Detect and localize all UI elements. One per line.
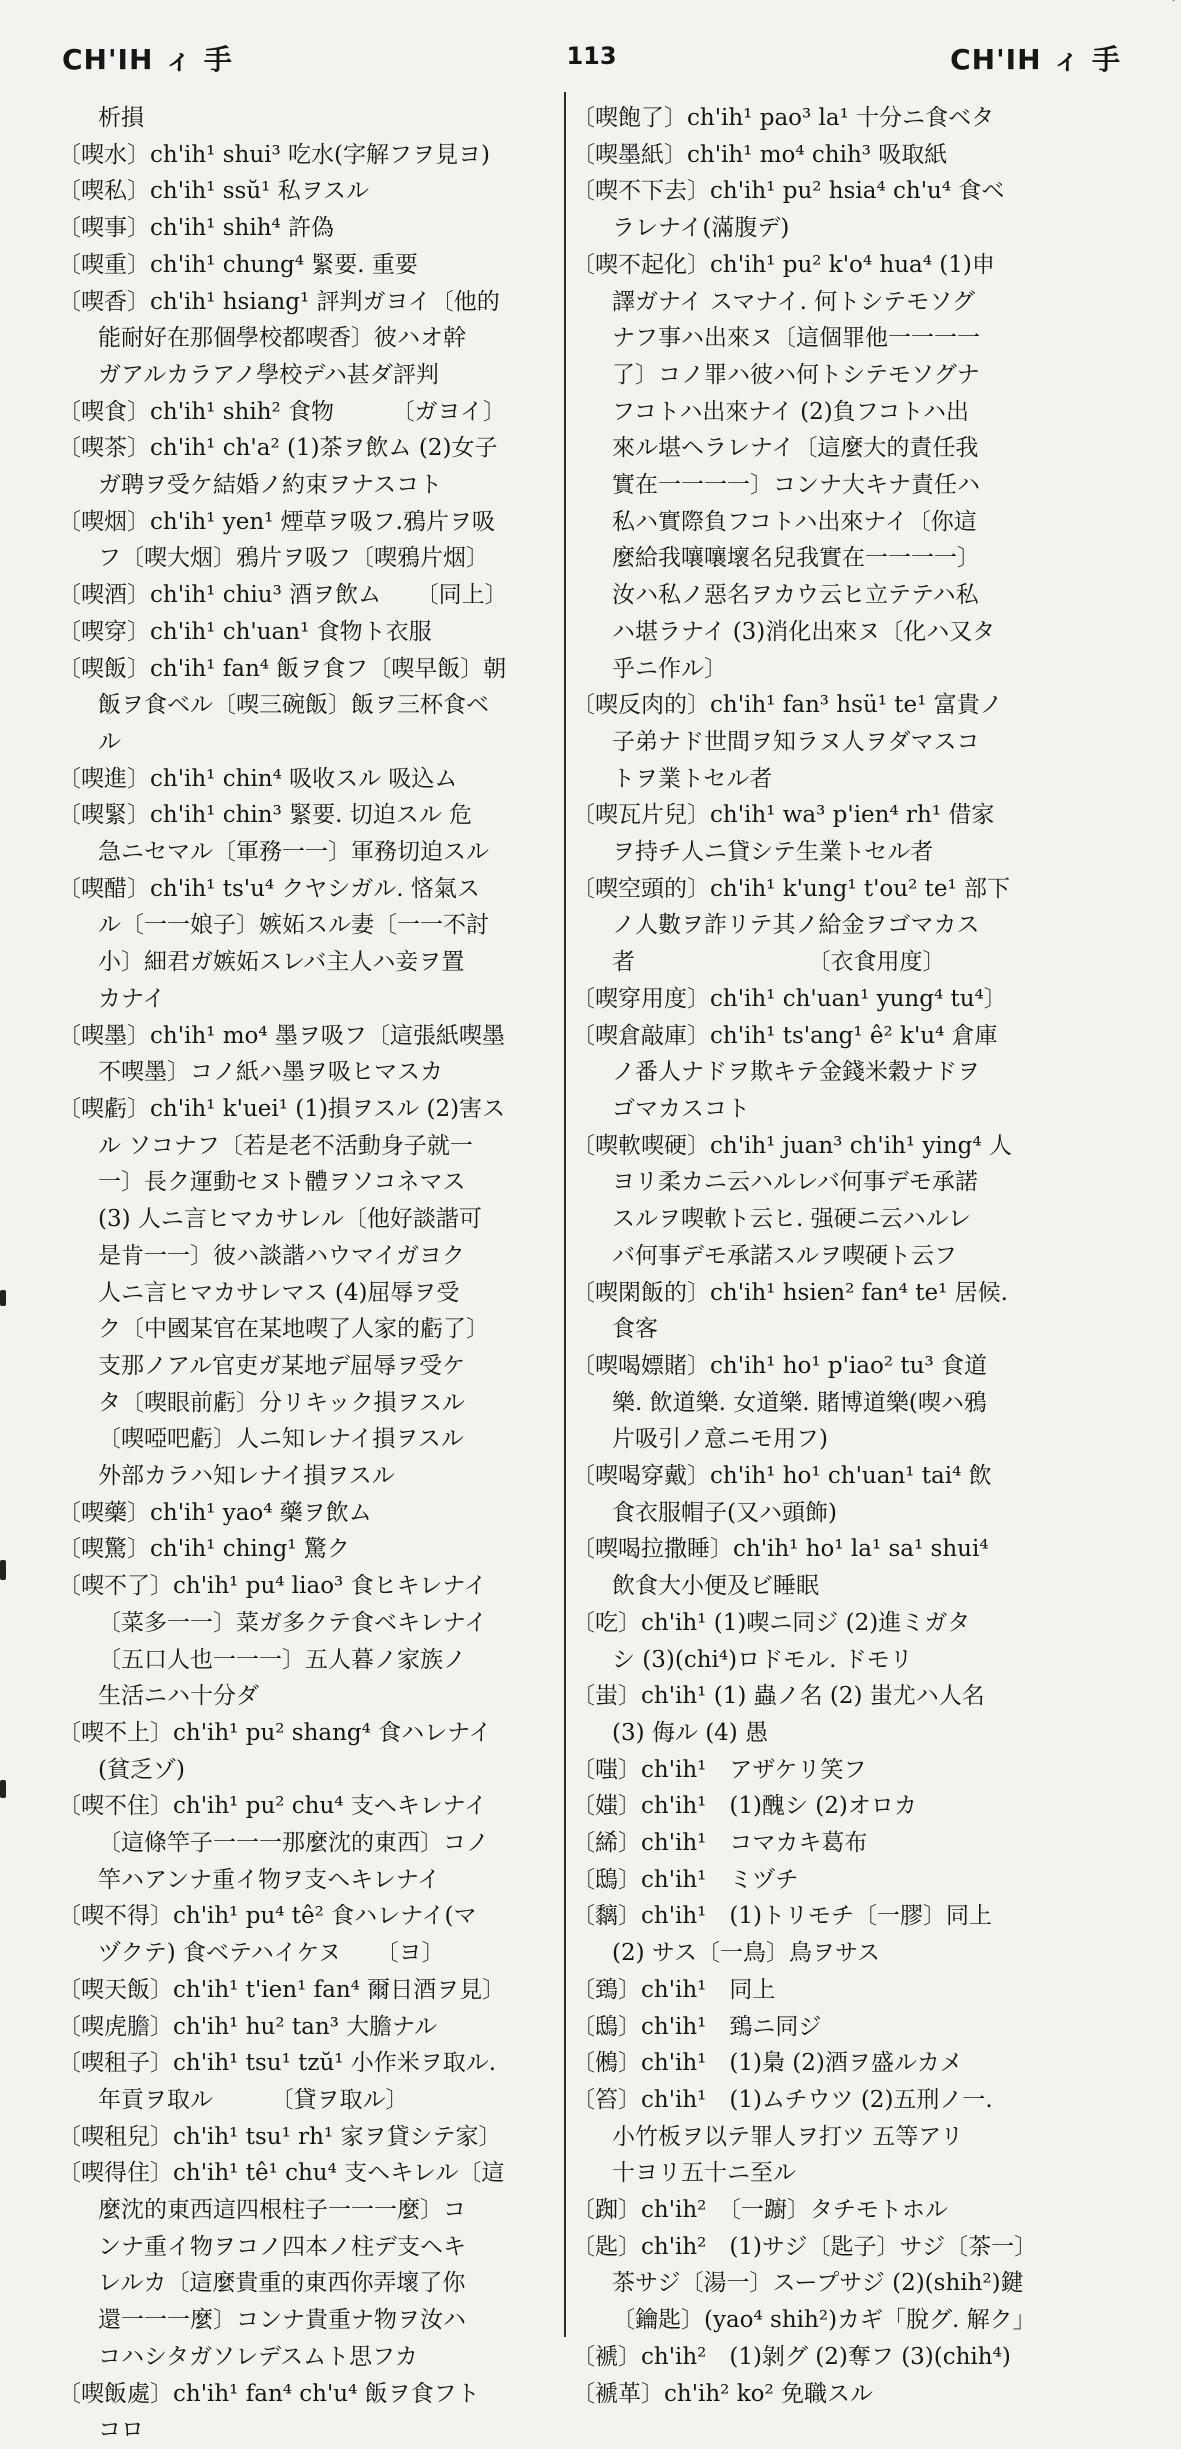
right-column-entry-line: 〔笞〕ch'ih¹ (1)ムチウツ (2)五刑ノ一. bbox=[572, 2086, 993, 2113]
left-column-entry-continuation: 急ニセマル〔軍務一一〕軍務切迫スル bbox=[98, 839, 489, 866]
right-column-entry-continuation: ノ番人ナドヲ欺キテ金錢米穀ナドヲ bbox=[612, 1059, 980, 1086]
left-column-entry-line: 〔喫不得〕ch'ih¹ pu⁴ tê² 食ハレナイ(マ bbox=[58, 1903, 477, 1930]
right-column-entry-continuation: 十ヨリ五十ニ至ル bbox=[612, 2160, 796, 2187]
left-column-entry-line: 〔喫不住〕ch'ih¹ pu² chu⁴ 支ヘキレナイ bbox=[58, 1793, 487, 1820]
right-column-entry-line: 〔褫革〕ch'ih² ko² 免職スル bbox=[572, 2380, 874, 2407]
left-column-entry-line: 〔喫租兒〕ch'ih¹ tsu¹ rh¹ 家ヲ貸シテ家〕 bbox=[58, 2123, 502, 2150]
left-column-entry-line: 〔喫食〕ch'ih¹ shih² 食物 〔ガヨイ〕 bbox=[58, 398, 506, 425]
right-column-entry-continuation: 實在一一一一〕コンナ大キナ責任ハ bbox=[612, 472, 980, 499]
right-column-entry-continuation: ナフ事ハ出來ヌ〔這個罪他一一一一 bbox=[612, 325, 980, 352]
left-column-entry-line: 〔喫墨〕ch'ih¹ mo⁴ 墨ヲ吸フ〔這張紙喫墨 bbox=[58, 1022, 505, 1049]
left-column-entry-continuation: 小〕細君ガ嫉妬スレバ主人ハ妾ヲ置 bbox=[98, 949, 465, 976]
header-left-guide-word: CH'IH ィ 手 bbox=[62, 43, 233, 76]
left-column-entry-line: 〔喫進〕ch'ih¹ chin⁴ 吸收スル 吸込ム bbox=[58, 765, 458, 792]
right-column-entry-continuation: ヨリ柔カニ云ハルレバ何事デモ承諾 bbox=[612, 1169, 978, 1196]
right-column-entry-continuation: 片吸引ノ意ニモ用フ) bbox=[612, 1426, 828, 1453]
scan-corner-line bbox=[1141, 0, 1175, 2]
right-column-entry-line: 〔喫穿用度〕ch'ih¹ ch'uan¹ yung⁴ tu⁴〕 bbox=[572, 985, 1007, 1012]
right-column-entry-continuation: ゴマカスコト bbox=[612, 1095, 750, 1122]
right-column-entry-continuation: トヲ業トセル者 bbox=[612, 765, 773, 792]
left-column-entry-continuation: 飯ヲ食ベル〔喫三碗飯〕飯ヲ三杯食ベ bbox=[98, 692, 489, 719]
header-right-guide-word: CH'IH ィ 手 bbox=[950, 43, 1121, 76]
right-column-entry-line: 〔喫空頭的〕ch'ih¹ k'ung¹ t'ou² te¹ 部下 bbox=[572, 875, 1010, 902]
left-column-entry-continuation: 年貢ヲ取ル 〔貸ヲ取ル〕 bbox=[98, 2086, 409, 2113]
left-column-entry-continuation: 〔菜多一一〕菜ガ多クテ食ベキレナイ bbox=[98, 1609, 488, 1636]
right-column-entry-line: 〔鴟〕ch'ih¹ ミヅチ bbox=[572, 1866, 799, 1893]
right-column-entry-line: 〔褫〕ch'ih² (1)剝グ (2)奪フ (3)(chih⁴) bbox=[572, 2343, 1011, 2370]
right-column-entry-continuation: 飲食大小便及ビ睡眠 bbox=[612, 1573, 819, 1600]
right-column-entry-continuation: ノ人數ヲ詐リテ其ノ給金ヲゴマカス bbox=[612, 912, 980, 939]
left-column-entry-continuation: 能耐好在那個學校都喫香〕彼ハオ幹 bbox=[98, 325, 466, 352]
left-column-entry-continuation: 支那ノアル官吏ガ某地デ屈辱ヲ受ケ bbox=[98, 1352, 466, 1379]
left-column-entry-line: 〔喫水〕ch'ih¹ shui³ 吃水(字解フヲ見ヨ) bbox=[58, 141, 490, 168]
right-column-entry-line: 〔喫喝穿戴〕ch'ih¹ ho¹ ch'uan¹ tai⁴ 飲 bbox=[572, 1463, 992, 1490]
left-column-entry-line: 〔喫緊〕ch'ih¹ chin³ 緊要. 切迫スル 危 bbox=[58, 802, 473, 829]
right-column-entry-line: 〔鴟〕ch'ih¹ 鵄ニ同ジ bbox=[572, 2013, 822, 2040]
right-column-entry-continuation: 譯ガナイ スマナイ. 何トシテモソグ bbox=[612, 288, 976, 315]
scan-margin-mark bbox=[0, 1780, 6, 1798]
left-column-entry-line: 〔喫飯〕ch'ih¹ fan⁴ 飯ヲ食フ〔喫早飯〕朝 bbox=[58, 655, 507, 682]
right-column-entry-line: 〔嗤〕ch'ih¹ アザケリ笑フ bbox=[572, 1756, 867, 1783]
left-column-entry-continuation: 外部カラハ知レナイ損ヲスル bbox=[98, 1463, 395, 1490]
right-column-entry-line: 〔鵄〕ch'ih¹ 同上 bbox=[572, 1976, 776, 2003]
left-column-entry-continuation: 〔這條竿子一一一那麼沈的東西〕コノ bbox=[98, 1830, 489, 1857]
right-column-entry-line: 〔黐〕ch'ih¹ (1)トリモチ〔一膠〕同上 bbox=[572, 1903, 992, 1930]
left-column-entry-line: 〔喫烟〕ch'ih¹ yen¹ 煙草ヲ吸フ.鴉片ヲ吸 bbox=[58, 508, 495, 535]
left-column-entry-line: 〔喫穿〕ch'ih¹ ch'uan¹ 食物ト衣服 bbox=[58, 618, 432, 645]
left-column-entry-continuation: フ〔喫大烟〕鴉片ヲ吸フ〔喫鴉片烟〕 bbox=[98, 545, 489, 572]
right-column-entry-line: 〔喫閑飯的〕ch'ih¹ hsien² fan⁴ te¹ 居候. bbox=[572, 1279, 1008, 1306]
left-column-entry-continuation: 不喫墨〕コノ紙ハ墨ヲ吸ヒマスカ bbox=[98, 1059, 443, 1086]
left-column-entry-continuation: ル〔一一娘子〕嫉妬スル妻〔一一不討 bbox=[98, 912, 489, 939]
right-column-entry-line: 〔喫倉敲庫〕ch'ih¹ ts'ang¹ ê² k'u⁴ 倉庫 bbox=[572, 1022, 998, 1049]
right-column-entry-continuation: 茶サジ〔湯一〕スープサジ (2)(shih²)鍵 bbox=[612, 2270, 1024, 2297]
right-column-entry-continuation: 樂. 飲道樂. 女道樂. 賭博道樂(喫ハ鴉 bbox=[612, 1389, 987, 1416]
left-column-entry-line: 〔喫得住〕ch'ih¹ tê¹ chu⁴ 支ヘキレル〔這 bbox=[58, 2160, 505, 2187]
left-column-entry-continuation: (貧乏ゾ) bbox=[98, 1756, 185, 1783]
left-column-entry-line: 〔喫藥〕ch'ih¹ yao⁴ 藥ヲ飲ム bbox=[58, 1499, 372, 1526]
column-divider bbox=[564, 92, 566, 2337]
right-column-entry-line: 〔喫軟喫硬〕ch'ih¹ juan³ ch'ih¹ ying⁴ 人 bbox=[572, 1132, 1012, 1159]
left-column-entry-line: 〔喫虧〕ch'ih¹ k'uei¹ (1)損ヲスル (2)害ス bbox=[58, 1095, 506, 1122]
left-column-entry-line: 〔喫租子〕ch'ih¹ tsu¹ tzŭ¹ 小作米ヲ取ル. bbox=[58, 2050, 497, 2077]
right-column-entry-continuation: ヲ持チ人ニ貸シテ生業トセル者 bbox=[612, 839, 934, 866]
left-column-entry-line: 〔喫事〕ch'ih¹ shih⁴ 許偽 bbox=[58, 215, 335, 242]
right-column-entry-continuation: 私ハ實際負フコトハ出來ナイ〔你這 bbox=[612, 508, 977, 535]
right-column-entry-continuation: シ (3)(chi⁴)ロドモル. ドモリ bbox=[612, 1646, 913, 1673]
left-column-entry-continuation: 生活ニハ十分ダ bbox=[98, 1683, 259, 1710]
right-column-entry-continuation: スルヲ喫軟ト云ヒ. 强硬ニ云ハルレ bbox=[612, 1206, 972, 1233]
left-column-entry-line: 〔喫虎膽〕ch'ih¹ hu² tan³ 大膽ナル bbox=[58, 2013, 438, 2040]
right-column-entry-continuation: フコトハ出來ナイ (2)負フコトハ出 bbox=[612, 398, 970, 425]
right-column-entry-continuation: 食客 bbox=[612, 1316, 658, 1343]
right-column-entry-line: 〔喫反肉的〕ch'ih¹ fan³ hsü¹ te¹ 富貴ノ bbox=[572, 692, 1003, 719]
right-column-entry-line: 〔鵂〕ch'ih¹ (1)梟 (2)酒ヲ盛ルカメ bbox=[572, 2050, 963, 2077]
right-column-entry-continuation: バ何事デモ承諾スルヲ喫硬ト云フ bbox=[612, 1242, 957, 1269]
right-column-entry-continuation: 了〕コノ罪ハ彼ハ何トシテモソグナ bbox=[612, 361, 980, 388]
left-column-entry-continuation: ガ聘ヲ受ケ結婚ノ約束ヲナスコト bbox=[98, 472, 443, 499]
right-column-entry-line: 〔蚩〕ch'ih¹ (1) 蟲ノ名 (2) 蚩尤ハ人名 bbox=[572, 1683, 985, 1710]
left-column-entry-continuation: 〔喫啞吧虧〕人ニ知レナイ損ヲスル bbox=[98, 1426, 464, 1453]
left-column-entry-line: 〔喫飯處〕ch'ih¹ fan⁴ ch'u⁴ 飯ヲ食フト bbox=[58, 2380, 480, 2407]
right-column-entry-continuation: (2) サス〔一鳥〕鳥ヲサス bbox=[612, 1940, 881, 1967]
left-column-entry-line: 〔喫茶〕ch'ih¹ ch'a² (1)茶ヲ飲ム (2)女子 bbox=[58, 435, 498, 462]
right-column-entry-line: 〔踟〕ch'ih² 〔一躕〕タチモトホル bbox=[572, 2197, 948, 2224]
left-column-entry-continuation: 〔五口人也一一一〕五人暮ノ家族ノ bbox=[98, 1646, 466, 1673]
left-column-entry-line: 〔喫酒〕ch'ih¹ chiu³ 酒ヲ飲ム 〔同上〕 bbox=[58, 582, 508, 609]
left-column-entry-continuation: (3) 人ニ言ヒマカサレル〔他好談諧可 bbox=[98, 1206, 482, 1233]
left-column-entry-line: 〔喫重〕ch'ih¹ chung⁴ 緊要. 重要 bbox=[58, 251, 418, 278]
left-column-entry-continuation: ク〔中國某官在某地喫了人家的虧了〕 bbox=[98, 1316, 489, 1343]
left-column-entry-line: 〔喫驚〕ch'ih¹ ching¹ 驚ク bbox=[58, 1536, 350, 1563]
left-column-entry-continuation: 析損 bbox=[98, 105, 144, 131]
left-column-entry-continuation: 人ニ言ヒマカサレマス (4)屈辱ヲ受 bbox=[98, 1279, 460, 1306]
right-column-entry-continuation: 乎ニ作ル〕 bbox=[612, 655, 727, 682]
right-column-entry-line: 〔喫喝拉撒睡〕ch'ih¹ ho¹ la¹ sa¹ shui⁴ bbox=[572, 1536, 989, 1563]
right-column-entry-line: 〔喫飽了〕ch'ih¹ pao³ la¹ 十分ニ食ベタ bbox=[572, 105, 995, 131]
left-column-entry-continuation: レルカ〔這麼貴重的東西你弄壞了你 bbox=[98, 2270, 466, 2297]
left-column-entry-continuation: コハシタガソレデスムト思フカ bbox=[98, 2343, 418, 2370]
right-column-entry-line: 〔喫不下去〕ch'ih¹ pu² hsia⁴ ch'u⁴ 食ベ bbox=[572, 178, 1005, 205]
right-column-entry-continuation: ハ堪ラナイ (3)消化出來ヌ〔化ハ又タ bbox=[612, 618, 996, 645]
right-column-entry-continuation: 小竹板ヲ以テ罪人ヲ打ツ 五等アリ bbox=[612, 2123, 964, 2150]
scan-margin-mark bbox=[0, 1290, 6, 1306]
left-column-entry-continuation: コロ bbox=[98, 2417, 144, 2444]
right-column-entry-continuation: 來ル堪ヘラレナイ〔這麼大的責任我 bbox=[612, 435, 979, 462]
left-column-entry-continuation: 麼沈的東西這四根柱子一一一麼〕コ bbox=[98, 2197, 466, 2224]
left-column-entry-continuation: 一〕長ク運動セヌト體ヲソコネマス bbox=[98, 1169, 466, 1196]
left-column-entry-line: 〔喫不上〕ch'ih¹ pu² shang⁴ 食ハレナイ bbox=[58, 1719, 492, 1746]
left-column-entry-line: 〔喫不了〕ch'ih¹ pu⁴ liao³ 食ヒキレナイ bbox=[58, 1573, 487, 1600]
left-column-entry-continuation: タ〔喫眼前虧〕分リキック損ヲスル bbox=[98, 1389, 465, 1416]
left-column-entry-continuation: 還一一一麼〕コンナ貴重ナ物ヲ汝ハ bbox=[98, 2307, 466, 2334]
left-column-entry-line: 〔喫私〕ch'ih¹ ssŭ¹ 私ヲスル bbox=[58, 178, 369, 205]
right-column-entry-line: 〔喫不起化〕ch'ih¹ pu² k'o⁴ hua⁴ (1)申 bbox=[572, 251, 995, 278]
left-column-entry-continuation: 是肯一一〕彼ハ談諧ハウマイガヨク bbox=[98, 1242, 465, 1269]
page-number: 113 bbox=[566, 42, 617, 70]
right-column-entry-line: 〔喫瓦片兒〕ch'ih¹ wa³ p'ien⁴ rh¹ 借家 bbox=[572, 802, 995, 829]
left-column-entry-line: 〔喫天飯〕ch'ih¹ t'ien¹ fan⁴ 爾日酒ヲ見〕 bbox=[58, 1976, 506, 2003]
left-column-entry-continuation: ガアルカラアノ學校デハ甚ダ評判 bbox=[98, 361, 439, 388]
scan-margin-mark bbox=[0, 1560, 6, 1580]
right-column-entry-line: 〔絺〕ch'ih¹ コマカキ葛布 bbox=[572, 1830, 868, 1857]
left-column-entry-continuation: ヅクテ) 食ベテハイケヌ 〔ヨ〕 bbox=[98, 1940, 445, 1967]
right-column-entry-line: 〔媸〕ch'ih¹ (1)醜シ (2)オロカ bbox=[572, 1793, 917, 1820]
left-column bbox=[58, 100, 556, 2449]
right-column-entry-continuation: 食衣服帽子(又ハ頭飾) bbox=[612, 1499, 837, 1526]
right-column bbox=[572, 100, 1132, 2412]
right-column-entry-continuation: 子弟ナド世間ヲ知ラヌ人ヲダマスコ bbox=[612, 728, 980, 755]
left-column-entry-continuation: 竿ハアンナ重イ物ヲ支ヘキレナイ bbox=[98, 1866, 441, 1893]
left-column-entry-line: 〔喫香〕ch'ih¹ hsiang¹ 評判ガヨイ〔他的 bbox=[58, 288, 500, 315]
left-column-entry-continuation: カナイ bbox=[98, 985, 166, 1012]
right-column-entry-continuation: ラレナイ(滿腹デ) bbox=[612, 215, 790, 242]
right-column-entry-continuation: (3) 侮ル (4) 愚 bbox=[612, 1719, 769, 1746]
right-column-entry-line: 〔喫喝嫖賭〕ch'ih¹ ho¹ p'iao² tu³ 食道 bbox=[572, 1352, 987, 1379]
right-column-entry-line: 〔喫墨紙〕ch'ih¹ mo⁴ chih³ 吸取紙 bbox=[572, 141, 948, 168]
right-column-entry-line: 〔匙〕ch'ih² (1)サジ〔匙子〕サジ〔茶一〕 bbox=[572, 2233, 1038, 2260]
right-column-entry-continuation: 汝ハ私ノ惡名ヲカウ云ヒ立テテハ私 bbox=[612, 582, 979, 609]
right-column-entry-line: 〔吃〕ch'ih¹ (1)喫ニ同ジ (2)進ミガタ bbox=[572, 1609, 971, 1636]
left-column-entry-continuation: ル ソコナフ〔若是老不活動身子就一 bbox=[98, 1132, 473, 1159]
page-header bbox=[62, 38, 1121, 84]
left-column-entry-continuation: ル bbox=[98, 728, 121, 755]
left-column-entry-line: 〔喫醋〕ch'ih¹ ts'u⁴ クヤシガル. 悋氣ス bbox=[58, 875, 480, 902]
left-column-entry-continuation: ンナ重イ物ヲコノ四本ノ柱デ支ヘキ bbox=[98, 2233, 466, 2260]
right-column-entry-continuation: 麼給我嚷嚷壞名兒我實在一一一一〕 bbox=[612, 545, 980, 572]
right-column-entry-continuation: 〔鑰匙〕(yao⁴ shih²)カギ「脫グ. 解ク」 bbox=[612, 2307, 1036, 2334]
right-column-entry-continuation: 者 〔衣食用度〕 bbox=[612, 949, 946, 976]
